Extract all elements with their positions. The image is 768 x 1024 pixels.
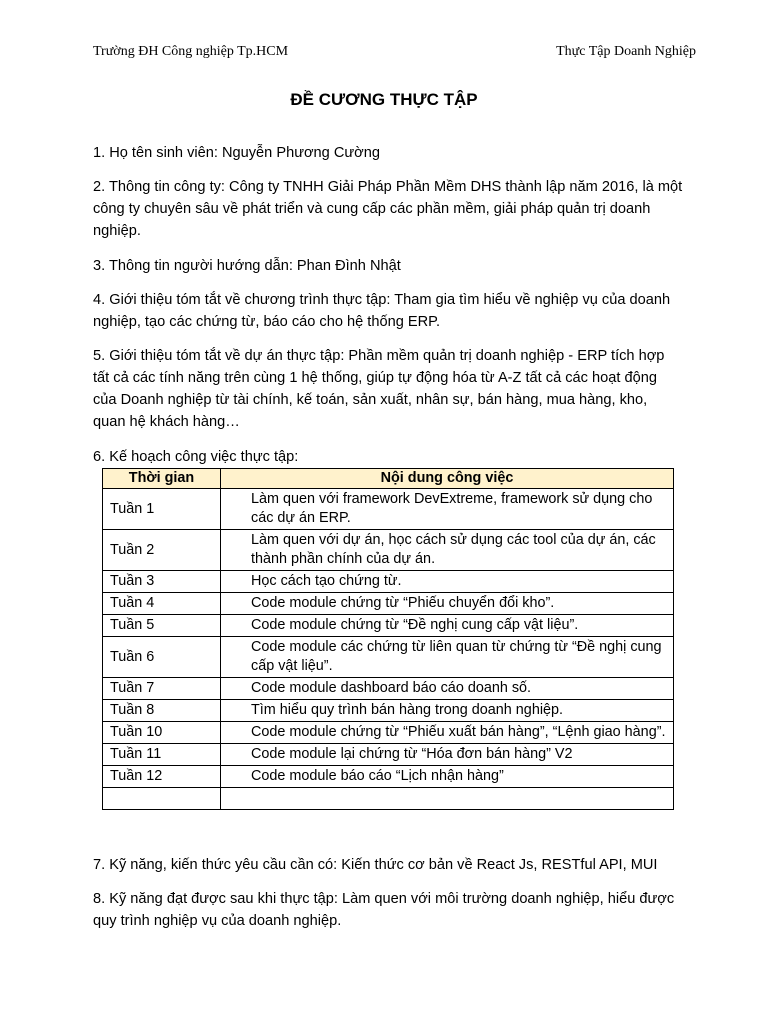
section-supervisor: 3. Thông tin người hướng dẫn: Phan Đình Nhật — [93, 258, 401, 274]
section-company-info: 2. Thông tin công ty: Công ty TNHH Giải Pháp Phần Mềm DHS thành lập năm 2016, là một công ty chuyên sâu về phát triển và cung cấp các phần mềm, giải pháp quản trị doanh nghiệp. — [93, 179, 683, 239]
section-required-skills: 7. Kỹ năng, kiến thức yêu cầu cần có: Kiến thức cơ bản về React Js, RESTful API, MUI — [93, 857, 658, 873]
content-cell: Code module chứng từ “Phiếu chuyển đổi kho”. — [221, 593, 674, 615]
content-cell: Code module chứng từ “Đề nghị cung cấp vật liệu”. — [221, 615, 674, 637]
work-plan-table — [102, 468, 674, 810]
content-cell: Code module báo cáo “Lịch nhận hàng” — [221, 766, 674, 788]
table-header-row — [103, 469, 674, 489]
section-acquired-skills: 8. Kỹ năng đạt được sau khi thực tập: Làm quen với môi trường doanh nghiệp, hiểu được quy trình nghiệp vụ của doanh nghiệp. — [93, 891, 675, 929]
section-student-name: 1. Họ tên sinh viên: Nguyễn Phương Cường — [93, 145, 380, 161]
content-cell: Code module lại chứng từ “Hóa đơn bán hàng” V2 — [221, 744, 674, 766]
table-row — [103, 722, 674, 744]
content-cell: Tìm hiểu quy trình bán hàng trong doanh nghiệp. — [221, 700, 674, 722]
table-row — [103, 489, 674, 530]
table-row — [103, 571, 674, 593]
content-cell — [221, 788, 674, 810]
table-row — [103, 593, 674, 615]
table-row — [103, 530, 674, 571]
section-project-summary: 5. Giới thiệu tóm tắt về dự án thực tập: Phần mềm quản trị doanh nghiệp - ERP tích hợp tất cả các tính năng trên cùng 1 hệ thống, giúp tự động hóa từ A-Z tất cả các hoạt động của Doanh nghiệp từ tài chính, kế toán, sản xuất, nhân sự, bán hàng, mua hàng, kho, quan hệ khách hàng… — [93, 348, 665, 430]
section-program-summary: 4. Giới thiệu tóm tắt về chương trình thực tập: Tham gia tìm hiểu về nghiệp vụ của doanh nghiệp, tạo các chứng từ, báo cáo cho hệ thống ERP. — [93, 292, 671, 330]
table-row — [103, 700, 674, 722]
content-cell: Code module chứng từ “Phiếu xuất bán hàng”, “Lệnh giao hàng”. — [221, 722, 674, 744]
content-cell: Code module dashboard báo cáo doanh số. — [221, 678, 674, 700]
table-row-empty — [103, 788, 674, 810]
week-cell: Tuần 2 — [103, 530, 221, 571]
document-title: ĐỀ CƯƠNG THỰC TẬP — [290, 90, 478, 109]
week-cell: Tuần 4 — [103, 593, 221, 615]
week-cell: Tuần 6 — [103, 637, 221, 678]
content-cell: Học cách tạo chứng từ. — [221, 571, 674, 593]
table-row — [103, 615, 674, 637]
section-work-plan-heading: 6. Kế hoạch công việc thực tập: — [93, 449, 299, 465]
week-cell: Tuần 3 — [103, 571, 221, 593]
table-row — [103, 678, 674, 700]
table-row — [103, 766, 674, 788]
week-cell: Tuần 7 — [103, 678, 221, 700]
content-cell: Làm quen với dự án, học cách sử dụng các tool của dự án, các thành phần chính của dự án. — [221, 530, 674, 571]
table-row — [103, 744, 674, 766]
content-cell: Code module các chứng từ liên quan từ chứng từ “Đề nghị cung cấp vật liệu”. — [221, 637, 674, 678]
column-header-time: Thời gian — [103, 469, 221, 489]
week-cell: Tuần 10 — [103, 722, 221, 744]
content-cell: Làm quen với framework DevExtreme, framework sử dụng cho các dự án ERP. — [221, 489, 674, 530]
column-header-content: Nội dung công việc — [221, 469, 674, 489]
week-cell: Tuần 1 — [103, 489, 221, 530]
table-row — [103, 637, 674, 678]
header-course: Thực Tập Doanh Nghiệp — [556, 44, 696, 59]
week-cell: Tuần 5 — [103, 615, 221, 637]
week-cell: Tuần 12 — [103, 766, 221, 788]
week-cell — [103, 788, 221, 810]
week-cell: Tuần 8 — [103, 700, 221, 722]
week-cell: Tuần 11 — [103, 744, 221, 766]
header-university: Trường ĐH Công nghiệp Tp.HCM — [93, 44, 289, 59]
